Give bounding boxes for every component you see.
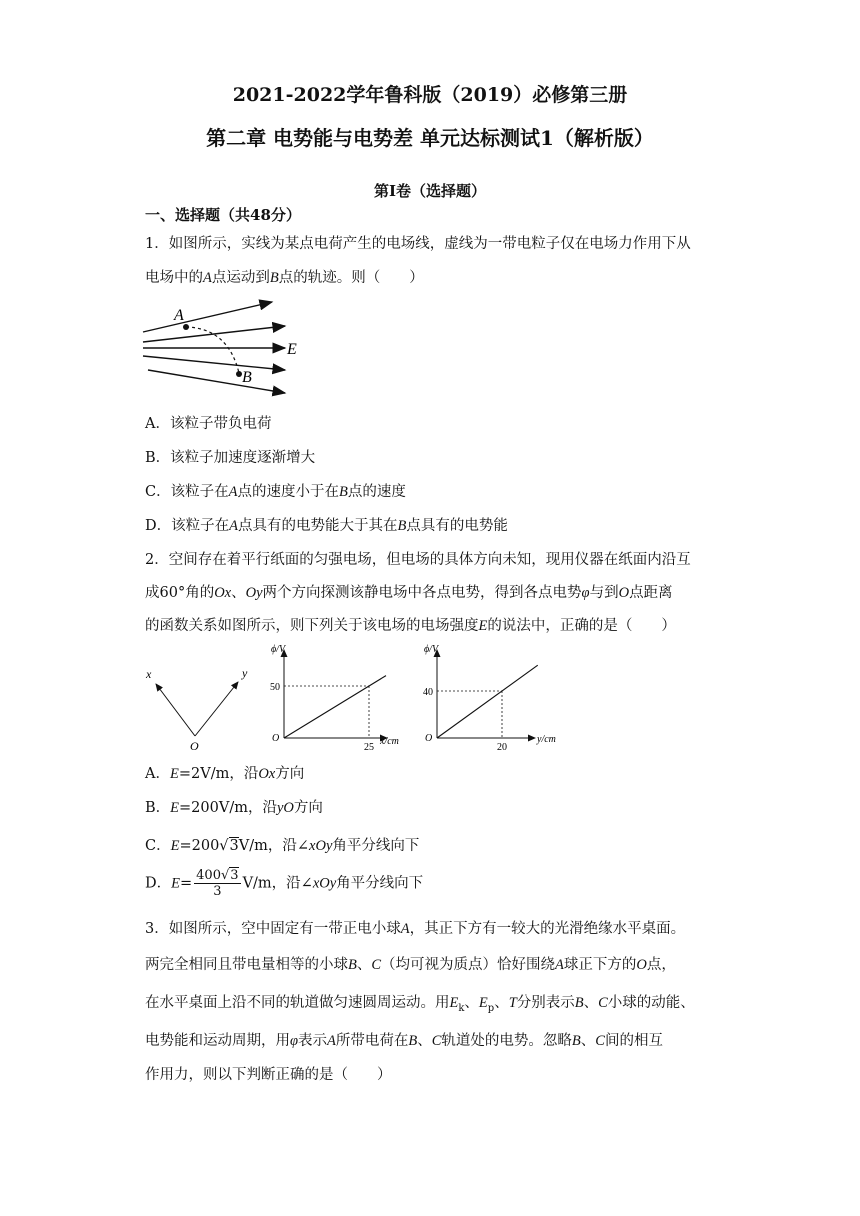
q2-option-c: C．E=200√3V/m，沿∠xOy角平分线向下: [145, 838, 420, 854]
q2-stem-line1: 2．空间存在着平行纸面的匀强电场，但电场的具体方向未知，现用仪器在纸面内沿互: [145, 552, 691, 568]
phi-y-graph: [415, 640, 565, 752]
q2-stem-line2: 成60°角的Ox、Oy两个方向探测该静电场中各点电势，得到各点电势φ与到O点距离: [145, 585, 673, 601]
volume-heading: 第Ⅰ卷（选择题）: [373, 182, 487, 200]
q2-option-a: A．E=2V/m，沿Ox方向: [145, 766, 305, 782]
q3-stem-line1: 3．如图所示，空中固定有一带正电小球A，其正下方有一较大的光滑绝缘水平桌面。: [145, 921, 686, 937]
q1-option-b: B．该粒子加速度逐渐增大: [145, 450, 316, 466]
x-tick-label: 20: [497, 742, 507, 752]
phi-line: [284, 676, 386, 738]
q1-option-a: A．该粒子带负电荷: [145, 416, 272, 432]
axis-label-y: y: [242, 666, 248, 680]
section-heading: 一、选择题（共48分）: [145, 206, 301, 224]
point-a: [183, 324, 189, 330]
origin-label: O: [190, 739, 199, 752]
field-line: [148, 370, 285, 393]
y-tick-label: 40: [423, 687, 433, 698]
axis-label-x: x: [146, 667, 152, 681]
q1-stem-line2: 电场中的A点运动到B点的轨迹。则（ ）: [145, 270, 424, 286]
x-tick-label: 25: [364, 742, 374, 752]
q3-stem-line2: 两完全相同且带电量相等的小球B、C（均可视为质点）恰好围绕A球正下方的O点，: [145, 957, 676, 973]
q2-stem-line3: 的函数关系如图所示，则下列关于该电场的电场强度E的说法中，正确的是（ ）: [145, 618, 676, 634]
doc-title-line2: 第二章 电势能与电势差 单元达标测试1（解析版）: [206, 126, 654, 150]
q3-stem-line3: 在水平桌面上沿不同的轨道做匀速圆周运动。用$E_k$、$E_p$、T分别表示B、C小球的动能、: [145, 995, 695, 1014]
ox-axis: [156, 684, 195, 736]
fraction: $\frac{400√3}{3}$: [196, 868, 239, 899]
field-line: [143, 326, 285, 342]
q2-option-b: B．E=200V/m，沿yO方向: [145, 800, 323, 816]
phi-line: [437, 665, 538, 738]
q1-option-c: C．该粒子在A点的速度小于在B点的速度: [145, 484, 406, 500]
phi-x-graph: [262, 640, 412, 752]
q3-stem-line4: 电势能和运动周期，用φ表示A所带电荷在B、C轨道处的电势。忽略B、C间的相互: [145, 1033, 663, 1049]
x-axis-label: y/cm: [537, 734, 556, 745]
q1-option-d: D．该粒子在A点具有的电势能大于其在B点具有的电势能: [145, 518, 508, 534]
label-a: A: [174, 307, 184, 324]
y-axis-label: ϕ/V: [424, 644, 439, 655]
q2-option-d: D．E= $\frac{400√3}{3}$ V/m，沿∠xOy角平分线向下: [145, 868, 424, 899]
doc-title-line1: 2021-2022学年鲁科版（2019）必修第三册: [232, 84, 628, 106]
y-tick-label: 50: [270, 682, 280, 693]
label-b: B: [242, 369, 252, 386]
x-axis-label: x/cm: [380, 736, 399, 747]
origin-label: O: [425, 733, 433, 744]
q2-axes-figure: [140, 660, 260, 752]
q1-stem-line1: 1．如图所示，实线为某点电荷产生的电场线，虚线为一带电粒子仅在电场力作用下从: [145, 236, 691, 252]
origin-label: O: [272, 733, 280, 744]
field-line: [143, 302, 272, 332]
label-e: E: [287, 341, 297, 358]
oy-axis: [195, 682, 238, 736]
q1-field-line-figure: [140, 290, 315, 400]
field-line: [143, 356, 285, 370]
y-axis-label: ϕ/V: [271, 644, 286, 655]
q3-stem-line5: 作用力，则以下判断正确的是（ ）: [145, 1067, 392, 1083]
